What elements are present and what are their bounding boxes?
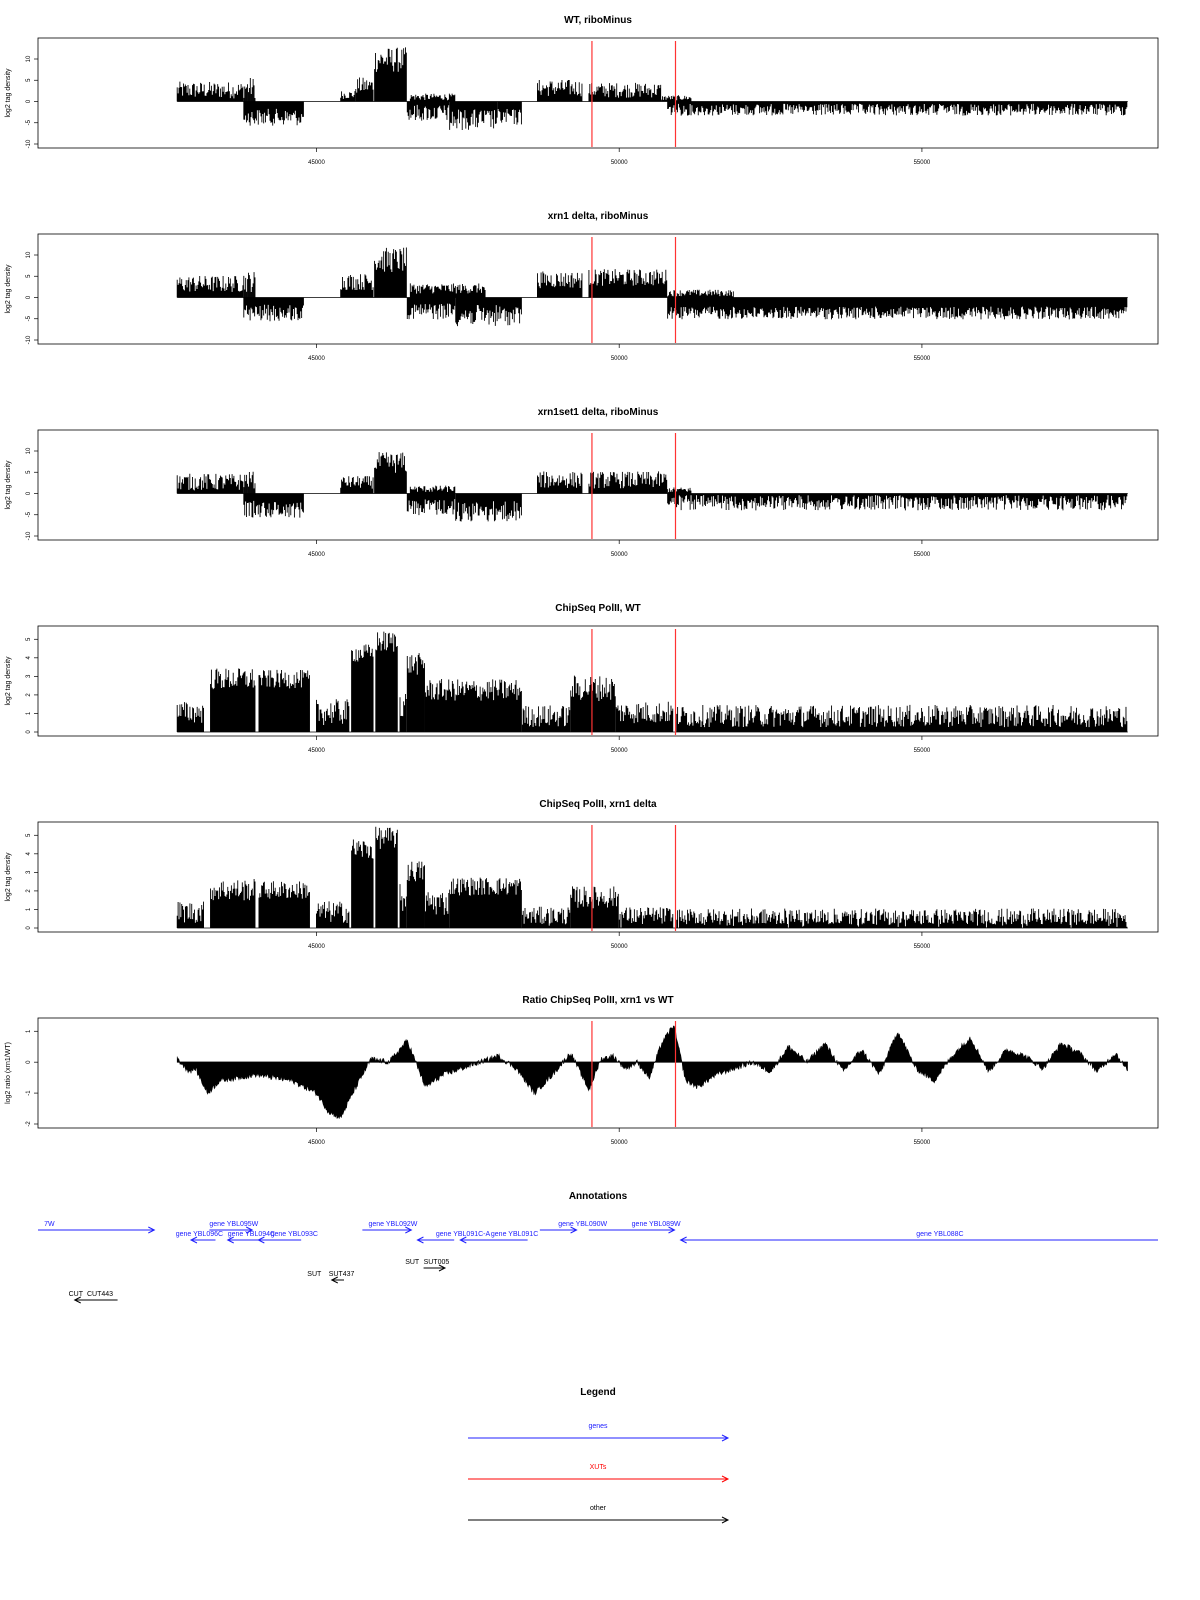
x-tick-label: 55000 (913, 748, 931, 754)
data-bars (407, 494, 455, 516)
y-tick-label: 1 (26, 907, 32, 912)
data-bars (407, 653, 424, 732)
panel-title: xrn1set1 delta, riboMinus (537, 407, 659, 418)
feature-label: CUT443 (86, 1291, 114, 1298)
y-tick-label: 0 (26, 99, 32, 104)
ratio-area (177, 1026, 1127, 1119)
data-bars (450, 878, 522, 928)
y-axis-label: log2 tag density (5, 68, 12, 118)
data-bars (619, 907, 673, 928)
x-tick-label: 50000 (610, 356, 628, 362)
x-tick-label: 50000 (610, 1140, 628, 1146)
legend-panel (468, 1387, 728, 1523)
data-bars (177, 702, 203, 732)
x-tick-label: 55000 (913, 160, 931, 166)
y-tick-label: -5 (26, 120, 32, 126)
panel-1 (5, 15, 1158, 166)
panel-title: xrn1 delta, riboMinus (547, 211, 649, 222)
data-bars (400, 694, 406, 732)
data-bars (376, 827, 398, 928)
y-tick-label: 3 (26, 870, 32, 875)
x-tick-label: 55000 (913, 552, 931, 558)
x-tick-label: 50000 (610, 160, 628, 166)
data-bars (244, 472, 255, 494)
feature-label: 7W (44, 1221, 55, 1228)
feature-label: gene YBL088C (916, 1231, 964, 1238)
data-bars (668, 102, 1127, 116)
legend-label: other (590, 1505, 606, 1512)
data-bars (668, 298, 1127, 320)
data-bars (356, 78, 373, 102)
y-tick-label: -5 (26, 316, 32, 322)
y-tick-label: 5 (26, 833, 32, 837)
data-bars (407, 102, 448, 121)
x-tick-label: 50000 (610, 748, 628, 754)
x-tick-label: 50000 (610, 552, 628, 558)
x-tick-label: 50000 (610, 944, 628, 950)
data-bars (589, 269, 667, 297)
data-bars (407, 298, 455, 320)
data-bars (211, 668, 256, 732)
y-axis-label: log2 tag density (5, 460, 12, 510)
annotations-title: Annotations (568, 1191, 628, 1202)
data-bars (375, 47, 407, 101)
panel-2 (5, 211, 1158, 362)
panel-5 (5, 799, 1158, 950)
data-bars (522, 706, 570, 732)
data-bars (341, 476, 373, 493)
data-bars (425, 679, 521, 732)
feature-label: SUT (405, 1259, 420, 1266)
x-tick-label: 45000 (308, 944, 325, 950)
feature-label: CUT (68, 1291, 83, 1298)
panel-title: ChipSeq PolII, WT (555, 603, 641, 614)
data-bars (425, 892, 448, 928)
feature-label: SUT005 (423, 1259, 450, 1266)
panel-title: Ratio ChipSeq PolII, xrn1 vs WT (522, 995, 674, 1006)
data-bars (537, 472, 582, 494)
feature-label: gene YBL091C (490, 1231, 539, 1238)
data-bars (244, 102, 304, 126)
data-bars (316, 699, 348, 732)
data-bars (259, 881, 310, 928)
feature-label: gene YBL090W (558, 1221, 608, 1228)
feature-label: gene YBL092W (368, 1221, 418, 1228)
feature-label: SUT437 (328, 1271, 355, 1278)
y-tick-label: 5 (26, 274, 32, 278)
feature-label: SUT (307, 1271, 322, 1278)
feature-label: gene YBL094C (227, 1231, 276, 1238)
data-bars (375, 452, 407, 493)
data-bars (177, 902, 203, 928)
panel-4 (5, 603, 1158, 754)
y-tick-label: -10 (26, 335, 32, 345)
y-tick-label: 5 (26, 78, 32, 82)
annotations-panel (38, 1191, 1158, 1303)
data-bars (589, 83, 661, 102)
data-bars (316, 901, 348, 928)
data-bars (571, 676, 616, 732)
y-axis-label: log2 tag density (5, 852, 12, 902)
data-bars (244, 272, 255, 297)
data-bars (668, 494, 1127, 511)
feature-label: gene YBL089W (631, 1221, 681, 1228)
y-tick-label: -1 (26, 1090, 32, 1096)
data-bars (352, 644, 374, 732)
y-tick-label: 4 (26, 852, 32, 856)
y-tick-label: 10 (26, 447, 32, 455)
x-tick-label: 55000 (913, 1140, 931, 1146)
feature-label: gene YBL096C (175, 1231, 224, 1238)
y-tick-label: 2 (26, 889, 32, 893)
panel-title: ChipSeq PolII, xrn1 delta (539, 799, 657, 810)
data-bars (341, 274, 373, 297)
x-tick-label: 45000 (308, 552, 325, 558)
data-bars (410, 283, 485, 297)
y-axis-label: log2 tag density (5, 264, 12, 314)
data-bars (375, 247, 407, 297)
panel-6 (5, 995, 1158, 1146)
y-tick-label: -2 (26, 1121, 32, 1127)
legend-label: genes (588, 1423, 608, 1430)
data-bars (589, 471, 667, 493)
panel-title: WT, riboMinus (564, 15, 632, 26)
legend-label: XUTs (589, 1464, 607, 1471)
data-bars (376, 632, 398, 732)
data-bars (571, 886, 619, 928)
y-tick-label: 1 (26, 711, 32, 716)
feature-label: gene YBL093C (270, 1231, 318, 1238)
y-tick-label: 0 (26, 1060, 32, 1064)
data-bars (456, 298, 522, 327)
y-tick-label: -10 (26, 531, 32, 541)
data-bars (410, 486, 455, 494)
data-bars (522, 907, 570, 928)
feature-label: gene YBL091C-A (435, 1231, 491, 1238)
y-tick-label: 5 (26, 470, 32, 474)
x-tick-label: 45000 (308, 160, 325, 166)
data-bars (177, 82, 243, 102)
y-tick-label: 10 (26, 55, 32, 63)
panel-3 (5, 407, 1158, 558)
y-tick-label: 0 (26, 730, 32, 734)
data-bars (244, 494, 304, 518)
y-tick-label: 0 (26, 295, 32, 300)
feature-label: gene YBL095W (209, 1221, 259, 1228)
data-bars (407, 861, 424, 928)
data-bars (677, 909, 1127, 928)
data-bars (244, 78, 255, 101)
y-tick-label: 0 (26, 491, 32, 496)
data-bars (456, 494, 522, 522)
data-bars (450, 102, 498, 131)
y-tick-label: 1 (26, 1029, 32, 1033)
data-bars (537, 271, 582, 297)
y-tick-label: -5 (26, 512, 32, 518)
data-bars (352, 839, 374, 928)
data-bars (259, 670, 310, 732)
y-tick-label: 2 (26, 693, 32, 697)
data-bars (537, 80, 582, 101)
data-bars (177, 276, 243, 297)
data-bars (668, 487, 691, 493)
data-bars (244, 298, 304, 322)
data-bars (410, 94, 455, 102)
data-bars (211, 879, 256, 928)
data-bars (677, 705, 1127, 732)
y-tick-label: 5 (26, 637, 32, 641)
data-bars (177, 474, 243, 494)
y-tick-label: -10 (26, 139, 32, 149)
y-axis-label: log2 tag density (5, 656, 12, 706)
data-bars (498, 102, 521, 125)
y-tick-label: 0 (26, 926, 32, 930)
data-bars (668, 290, 734, 298)
x-tick-label: 45000 (308, 748, 325, 754)
y-tick-label: 3 (26, 674, 32, 679)
y-tick-label: 4 (26, 656, 32, 660)
legend-title: Legend (580, 1387, 616, 1398)
x-tick-label: 45000 (308, 1140, 325, 1146)
data-bars (662, 95, 691, 101)
x-tick-label: 45000 (308, 356, 325, 362)
y-tick-label: 10 (26, 251, 32, 259)
y-axis-label: log2 ratio (xrn1/WT) (5, 1042, 12, 1104)
data-bars (341, 91, 355, 101)
x-tick-label: 55000 (913, 944, 931, 950)
x-tick-label: 55000 (913, 356, 931, 362)
data-bars (616, 702, 673, 732)
data-bars (400, 884, 406, 928)
